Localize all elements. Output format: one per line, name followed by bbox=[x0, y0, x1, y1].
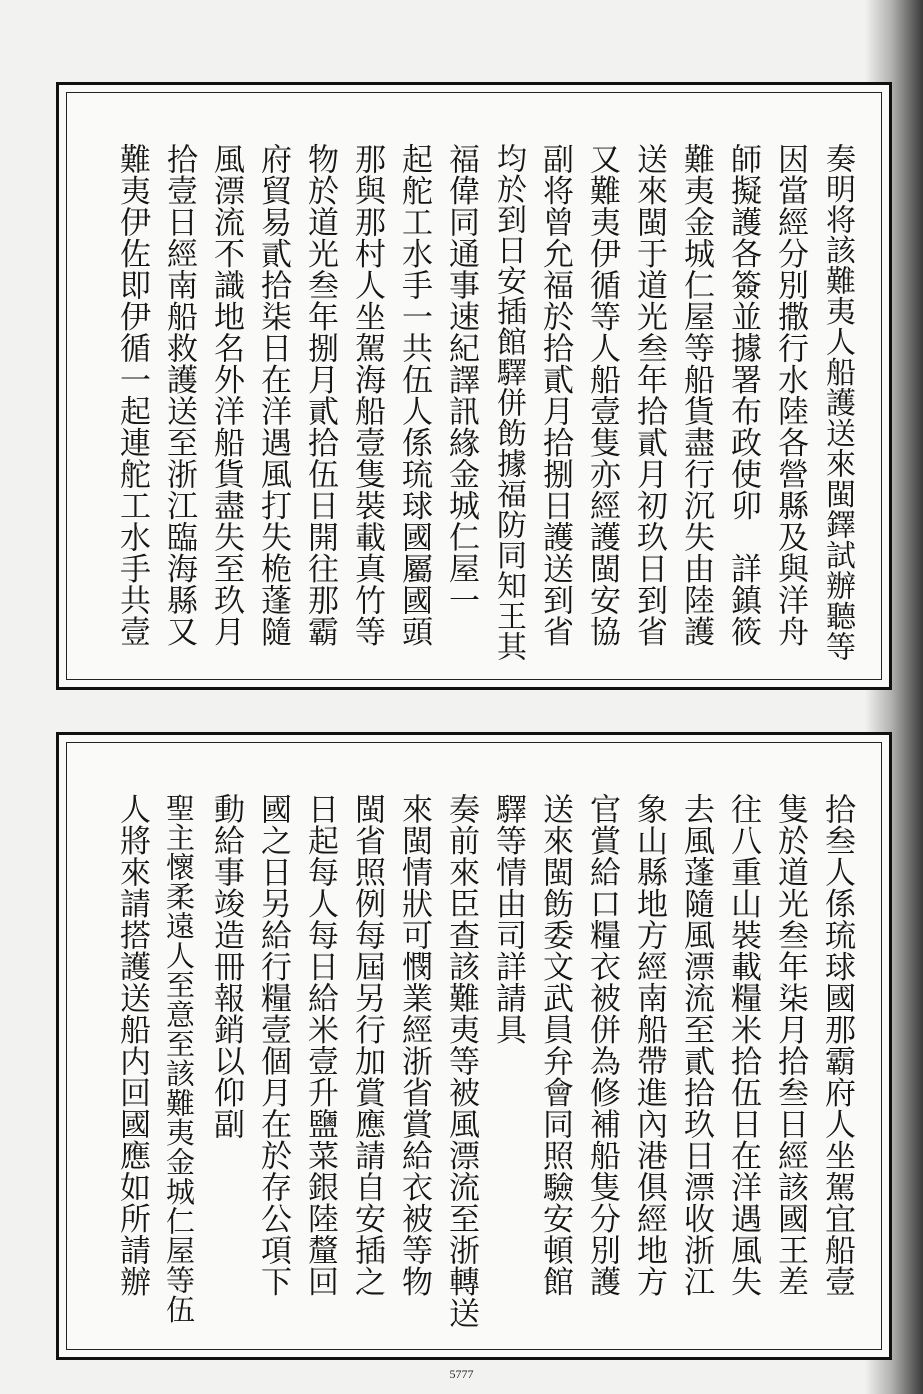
text-column: 起舵工水手一共伍人係琉球國屬國頭 bbox=[396, 143, 432, 647]
top-text-columns bbox=[91, 143, 857, 671]
text-column: 人將來請搭護送船内回國應如所請辦 bbox=[114, 793, 150, 1297]
text-column: 師擬護各簽並據署布政使卯 詳鎮筱 bbox=[725, 143, 761, 647]
text-column: 難夷伊佐即伊循一起連舵工水手共壹 bbox=[114, 143, 150, 647]
text-column: 拾叁人係琉球國那霸府人坐駕宜船壹 bbox=[819, 793, 855, 1297]
text-column: 福偉同通事速紀譯訊緣金城仁屋一 bbox=[443, 143, 479, 616]
text-column: 物於道光叁年捌月貳拾伍日開往那霸 bbox=[302, 143, 338, 647]
text-column: 又難夷伊循等人船壹隻亦經護閩安協 bbox=[584, 143, 620, 647]
text-column: 日起每人每日給米壹升鹽菜銀陸釐回 bbox=[302, 793, 338, 1297]
text-column: 閩省照例每屆另行加賞應請自安插之 bbox=[349, 793, 385, 1297]
text-column: 奏明将該難夷人船護送來閩鐸試辦聽等 bbox=[820, 143, 855, 662]
text-column: 府貿易貳拾柒日在洋遇風打失桅蓬隨 bbox=[255, 143, 291, 647]
text-column: 國之日另給行糧壹個月在於存公項下 bbox=[255, 793, 291, 1297]
text-column: 去風蓬隨風漂流至貳拾玖日漂收浙江 bbox=[678, 793, 714, 1297]
text-column: 往八重山裝載糧米拾伍日在洋遇風失 bbox=[725, 793, 761, 1297]
page-number: 5777 bbox=[449, 1367, 474, 1381]
text-column: 風漂流不識地名外洋船貨盡失至玖月 bbox=[208, 143, 244, 647]
text-column: 因當經分別撒行水陸各營縣及與洋舟 bbox=[772, 143, 808, 647]
text-column: 來閩情狀可憫業經浙省賞給衣被等物 bbox=[396, 793, 432, 1297]
text-column: 送來閩于道光叁年拾貳月初玖日到省 bbox=[631, 143, 667, 647]
text-column: 隻於道光叁年柒月拾叁日經該國王差 bbox=[772, 793, 808, 1297]
bottom-page-panel bbox=[56, 732, 892, 1360]
text-column: 拾壹日經南船救護送至浙江臨海縣又 bbox=[161, 143, 197, 647]
text-column: 動給事竣造冊報銷以仰副 bbox=[208, 793, 244, 1140]
text-column: 象山縣地方經南船帶進內港俱經地方 bbox=[631, 793, 667, 1297]
text-column: 均於到日安插館驛併飭據福防同知王其 bbox=[491, 143, 526, 662]
text-column: 官賞給口糧衣被併為修補船隻分別護 bbox=[584, 793, 620, 1297]
text-column: 難夷金城仁屋等船貨盡行沉失由陸護 bbox=[678, 143, 714, 647]
text-column: 送來閩飭委文武員弁會同照驗安頓館 bbox=[537, 793, 573, 1297]
text-column: 驛等情由司詳請具 bbox=[490, 793, 526, 1045]
top-page-panel bbox=[56, 82, 892, 690]
bottom-text-columns bbox=[91, 793, 857, 1341]
text-column: 聖主懷柔遠人至意至該難夷金城仁屋等伍 bbox=[162, 793, 196, 1324]
text-column: 副将曾允福於拾貳月拾捌日護送到省 bbox=[537, 143, 573, 647]
text-column: 那與那村人坐駕海船壹隻裝載真竹等 bbox=[349, 143, 385, 647]
text-column: 奏前來臣查該難夷等被風漂流至浙轉送 bbox=[443, 793, 479, 1329]
